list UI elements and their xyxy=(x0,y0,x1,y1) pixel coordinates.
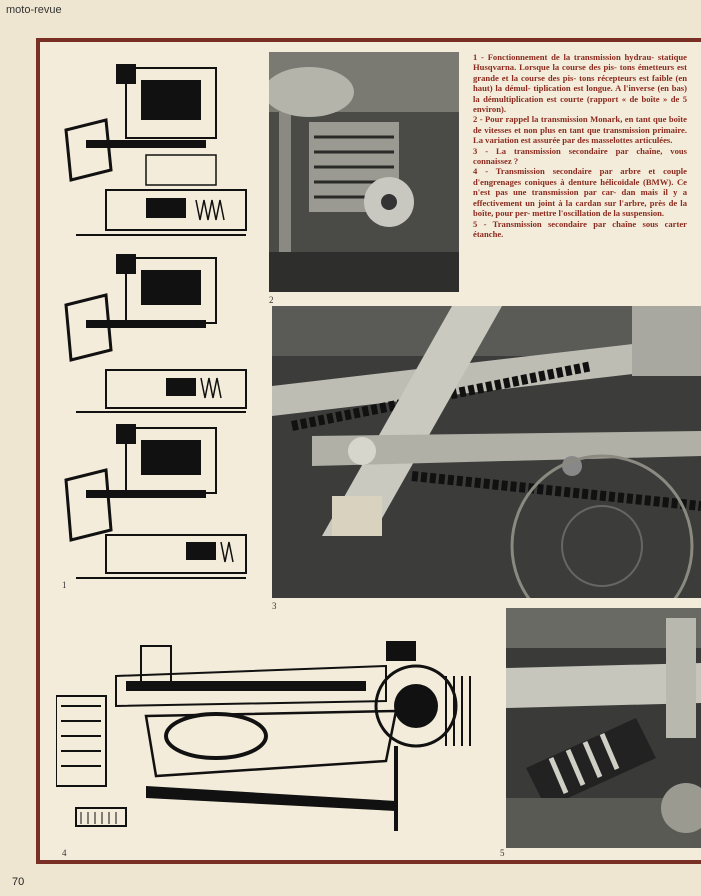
caption-4: 4 - Transmission secondaire par arbre et couple d'engrenages coniques à denture hélicoïdale (BMW). Ce n'est pas une transmission par car- dan mais il y a effectivement un joint à la cardan sur l'arbre, près de la boîte, pour per- mettre l'oscillation de la suspension. xyxy=(473,166,687,219)
caption-1: 1 - Fonctionnement de la transmission hydrau- statique Husqvarna. Lorsque la course des pis- tons émetteurs est grande et la course des pis- tons récepteurs est faible (en haut) la démul- tiplication est longue. A l'inverse (en bas) la démultiplication est courte (rapport « de boîte » de 5 environ). xyxy=(473,52,687,115)
hydrostatic-diagram-top xyxy=(56,60,266,245)
figure-number-4: 4 xyxy=(62,848,67,858)
bmw-shaft-drive-diagram xyxy=(56,626,496,846)
figure-number-5: 5 xyxy=(500,848,505,858)
figure-number-2: 2 xyxy=(269,295,274,305)
hydrostatic-diagram-bottom xyxy=(56,420,266,585)
photo-enclosed-chain xyxy=(506,608,701,848)
photo-chain-transmission xyxy=(272,306,701,598)
photo-monark-transmission xyxy=(269,52,459,292)
caption-5: 5 - Transmission secondaire par chaîne sous carter étanche. xyxy=(473,218,687,239)
figure-number-3: 3 xyxy=(272,601,277,611)
magazine-header: moto-revue xyxy=(6,4,62,16)
figure-number-1: 1 xyxy=(62,580,67,590)
page-number: 70 xyxy=(12,876,25,888)
caption-3: 3 - La transmission secondaire par chaîne, vous connaissez ? xyxy=(473,145,687,167)
figure-captions xyxy=(473,52,687,239)
hydrostatic-diagram-middle xyxy=(56,250,266,420)
caption-2: 2 - Pour rappel la transmission Monark, en tant que boîte de vitesses et non plus en tant que transmission primaire. La variation est assurée par des masselottes articulées. xyxy=(473,114,687,146)
